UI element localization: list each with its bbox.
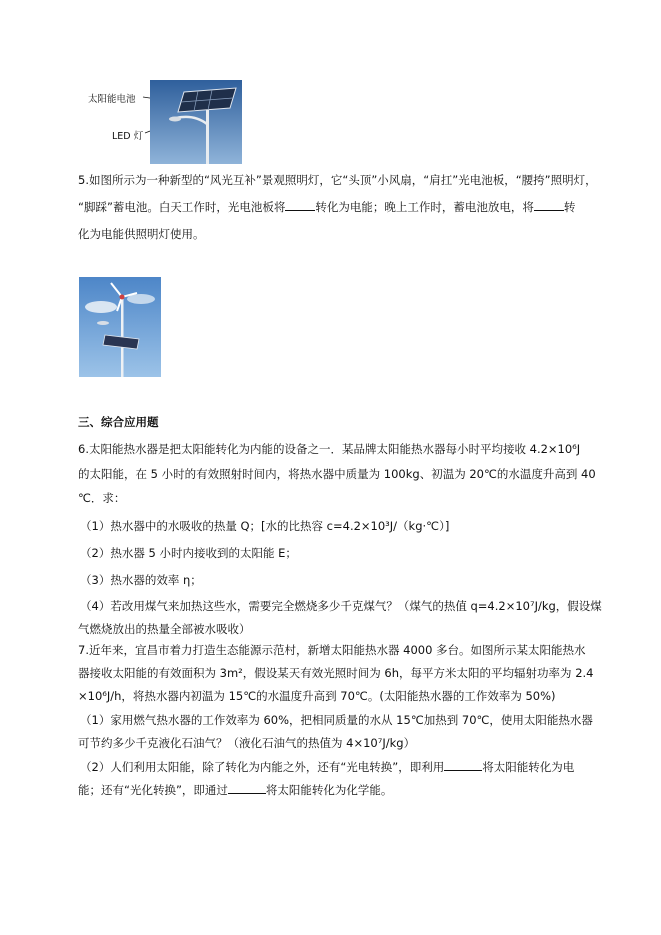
q6-sub-3: （3）热水器的效率 η； (80, 573, 202, 587)
figure1-label-solar-panel: 太阳能电池 (88, 94, 136, 105)
q5-line-1: 5.如图所示为一种新型的“风光互补”景观照明灯，它“头顶”小风扇，“肩扛”光电池板，“腰挎”照明灯， (78, 173, 597, 187)
q7-line-3: ×10⁶J/h，将热水器内初温为 15℃的水温度升高到 70℃。(太阳能热水器的工作效率为 50%) (78, 689, 556, 703)
q7-blank-2[interactable] (228, 783, 266, 794)
q6-sub-2: （2）热水器 5 小时内接收到的太阳能 E； (80, 546, 297, 560)
wind-solar-light-image (79, 277, 161, 377)
q7-sub-2-part-d: 将太阳能转化为化学能。 (265, 783, 393, 797)
q6-sub-4-line-1: （4）若改用煤气来加热这些水，需要完全燃烧多少千克煤气？（煤气的热值 q=4.2×10⁷J/kg，假设煤 (80, 599, 602, 613)
q7-line-1: 7.近年来，宜昌市着力打造生态能源示范村，新增太阳能热水器 4000 多台。如图所示某太阳能热水 (78, 643, 586, 657)
q7-sub-2-part-a: （2）人们利用太阳能，除了转化为内能之外，还有“光电转换”，即利用 (80, 760, 445, 774)
q5-blank-2[interactable] (534, 200, 564, 211)
q7-sub-1-line-2: 可节约多少千克液化石油气？（液化石油气的热值为 4×10⁷J/kg） (78, 736, 416, 750)
q6-line-2: 的太阳能，在 5 小时的有效照射时间内，将热水器中质量为 100kg、初温为 20℃的水温度升高到 40 (78, 467, 596, 481)
q7-sub-2-part-c: 能；还有“光化转换”，即通过 (78, 783, 228, 797)
q5-line-3: 化为电能供照明灯使用。 (78, 227, 205, 241)
q6-sub-1: （1）热水器中的水吸收的热量 Q；[水的比热容 c=4.2×10³J/（kg·℃）] (80, 519, 450, 533)
section-title: 三、综合应用题 (78, 415, 159, 429)
figure1-leader-lines (0, 0, 661, 200)
q7-blank-1[interactable] (444, 760, 482, 771)
q6-sub-4-line-2: 气燃烧放出的热量全部被水吸收） (78, 622, 251, 636)
solar-street-light-image (150, 80, 242, 164)
q6-line-3: ℃．求： (78, 491, 126, 505)
q7-sub-2-line-1 (80, 759, 574, 775)
q5-line-2: “脚踩”蓄电池。白天工作时，光电池板将 转化为电能；晚上工作时，蓄电池放电，将 转 (78, 200, 576, 214)
q6-line-1: 6.太阳能热水器是把太阳能转化为内能的设备之一．某品牌太阳能热水器每小时平均接收 4.2×10⁶J (78, 442, 581, 456)
figure1-label-led: LED 灯 (112, 131, 144, 142)
q7-sub-2-part-b: 将太阳能转化为电 (482, 760, 575, 774)
q5-line-2-part-a: “脚踩”蓄电池。白天工作时，光电池板将 (78, 200, 286, 214)
q5-line-2-part-b: 转化为电能；晚上工作时，蓄电池放电，将 (315, 200, 534, 214)
q7-sub-2-line-2 (78, 782, 392, 798)
q5-blank-1[interactable] (285, 200, 315, 211)
q7-line-2: 器接收太阳能的有效面积为 3m²，假设某天有效光照时间为 6h，每平方米太阳的平均辐射功率为 2.4 (78, 666, 594, 680)
q7-sub-1-line-1: （1）家用燃气热水器的工作效率为 60%，把相同质量的水从 15℃加热到 70℃，使用太阳能热水器 (80, 713, 593, 727)
